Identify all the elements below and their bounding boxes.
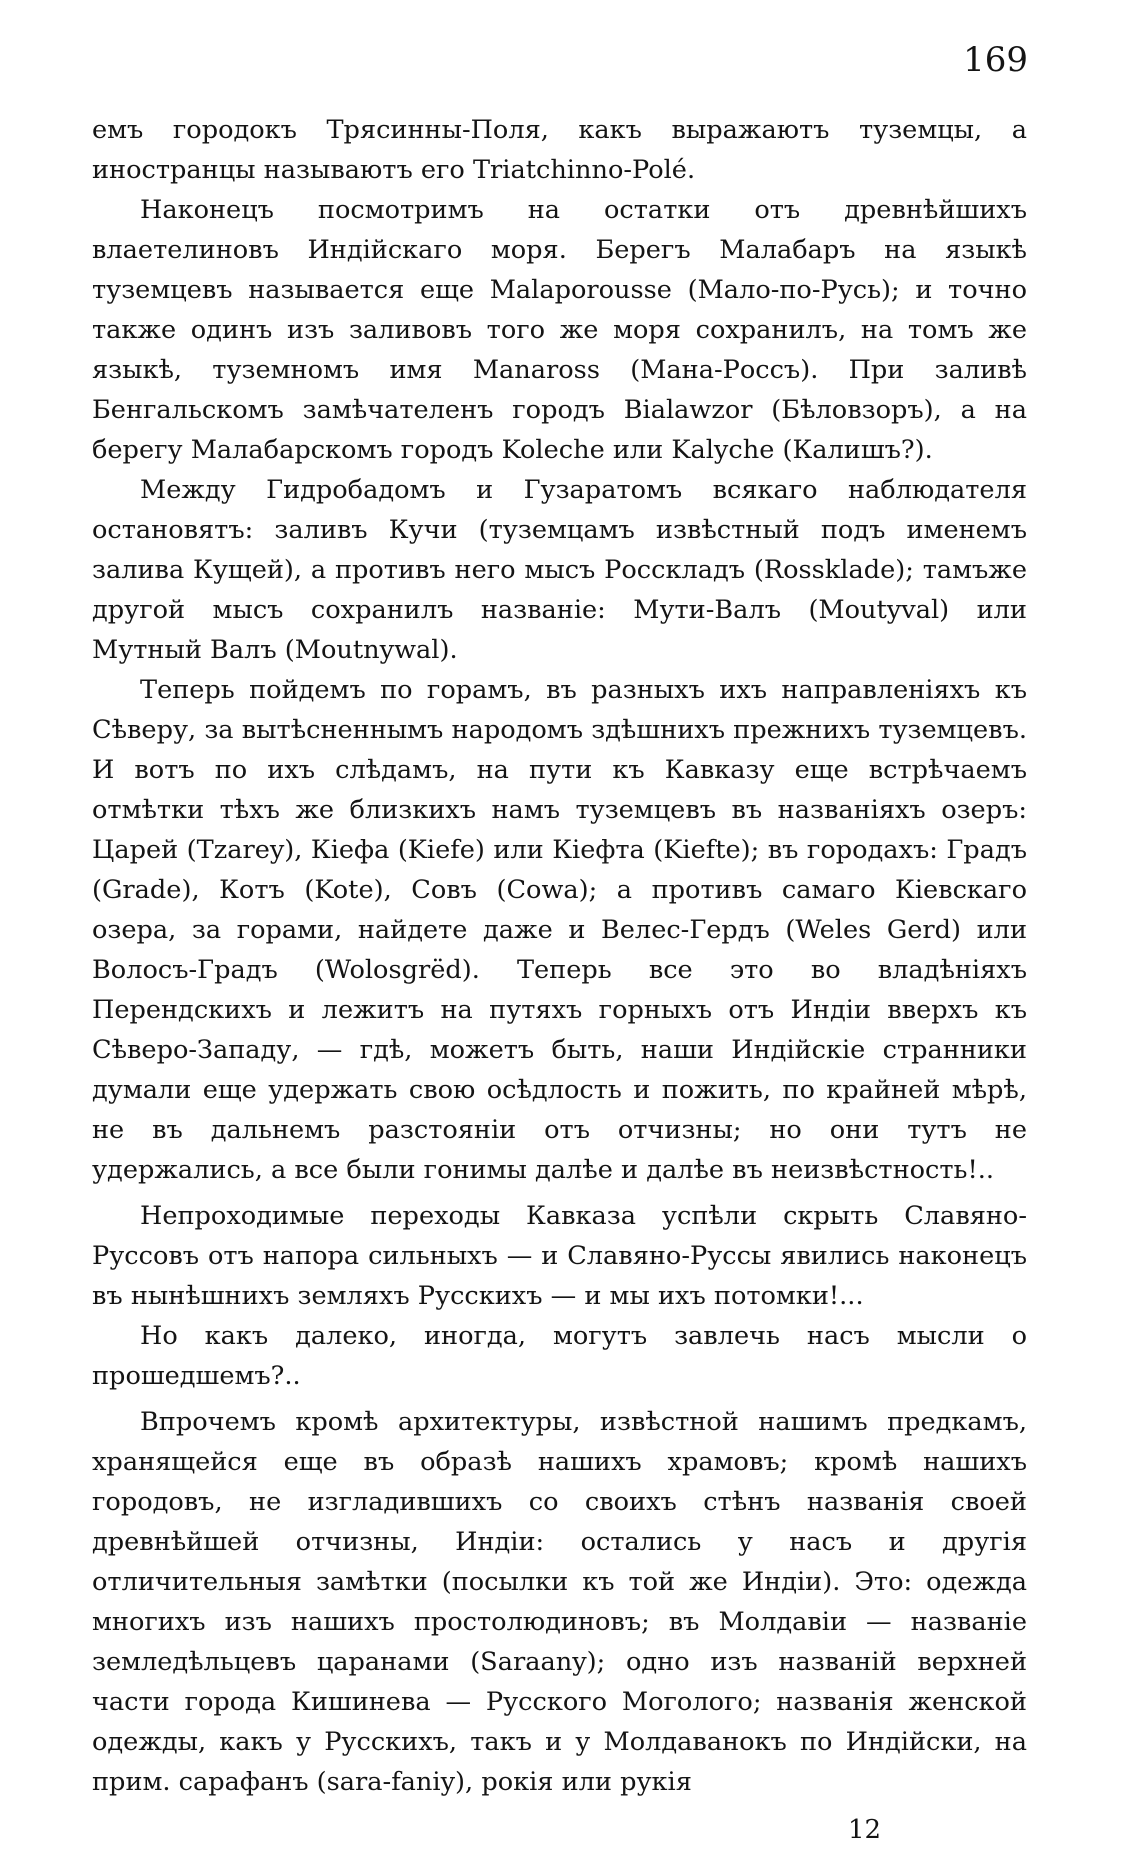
paragraph-slavic-russians: Непроходимые переходы Кавказа успѣли скрыть Славяно-Руссовъ отъ напора сильныхъ — и Славяно-Руссы явились наконецъ въ нынѣшнихъ земляхъ Русскихъ — и мы ихъ потомки!...	[92, 1201, 1027, 1311]
paragraph-continuation: емъ городокъ Трясинны-Поля, какъ выражаютъ туземцы, а иностранцы называютъ его Triatchinno-Polé.	[92, 115, 1027, 185]
paragraph-cultural-traces: Впрочемъ кромѣ архитектуры, извѣстной нашимъ предкамъ, хранящейся еще въ образѣ нашихъ храмовъ; кромѣ нашихъ городовъ, не изгладившихъ со своихъ стѣнъ названія своей древнѣйшей отчизны, Индіи: остались у насъ и другія отличительныя замѣтки (посылки къ той же Индіи). Это: одежда многихъ изъ нашихъ простолюдиновъ; въ Молдавіи — названіе земледѣльцевъ царанами (Saraany); одно изъ названій верхней части города Кишинева — Русского Моголого; названія женской одежды, какъ у Русскихъ, такъ и у Молдаванокъ по Индійски, на прим. сарафанъ (sara-faniy), рокія или рукія	[92, 1407, 1027, 1797]
paragraph-malabar: Наконецъ посмотримъ на остатки отъ древнѣйшихъ влаетелиновъ Индійскаго моря. Берегъ Малабаръ на языкѣ туземцевъ называется еще Malaporousse (Мало-по-Русь); и точно также одинъ изъ заливовъ того же моря сохранилъ, на томъ же языкѣ, туземномъ имя Manaross (Мана-Россъ). При заливѣ Бенгальскомъ замѣчателенъ городъ Bialawzor (Бѣловзоръ), а на берегу Малабарскомъ городъ Koleche или Kalyche (Калишъ?).	[92, 195, 1027, 465]
paragraph-digression: Но какъ далеко, иногда, могутъ завлечь насъ мысли о прошедшемъ?..	[92, 1321, 1027, 1391]
paragraph-caucasus-routes: Теперь пойдемъ по горамъ, въ разныхъ ихъ направленіяхъ къ Сѣверу, за вытѣсненнымъ народомъ здѣшнихъ прежнихъ туземцевъ. И вотъ по ихъ слѣдамъ, на пути къ Кавказу еще встрѣчаемъ отмѣтки тѣхъ же близкихъ намъ туземцевъ въ названіяхъ озеръ: Царей (Tzarey), Кiефа (Kiefe) или Кiефта (Kiefte); въ городахъ: Градъ (Grade), Котъ (Kote), Совъ (Cowa); а противъ самаго Кiевскаго озера, за горами, найдете даже и Велес-Гердъ (Weles Gerd) или Волосъ-Градъ (Wolosgrëd). Теперь все это во владѣніяхъ Перендскихъ и лежитъ на путяхъ горныхъ отъ Индіи вверхъ къ Сѣверо-Западу, — гдѣ, можетъ быть, наши Индійскіе странники думали еще удержать свою осѣдлость и пожить, по крайней мѣрѣ, не въ дальнемъ разстояніи отъ отчизны; но они тутъ не удержались, а все были гонимы далѣе и далѣе въ неизвѣстность!..	[92, 675, 1027, 1185]
page-number: 169	[963, 40, 1028, 80]
signature-mark: 12	[848, 1815, 882, 1845]
body-text	[92, 110, 1027, 1802]
paragraph-gujarat: Между Гидробадомъ и Гузаратомъ всякаго наблюдателя остановятъ: заливъ Кучи (туземцамъ извѣстный подъ именемъ залива Кущей), а противъ него мысъ Росскладъ (Rossklade); тамъже другой мысъ сохранилъ названіе: Мути-Валъ (Moutyval) или Мутный Валъ (Moutnywal).	[92, 475, 1027, 665]
